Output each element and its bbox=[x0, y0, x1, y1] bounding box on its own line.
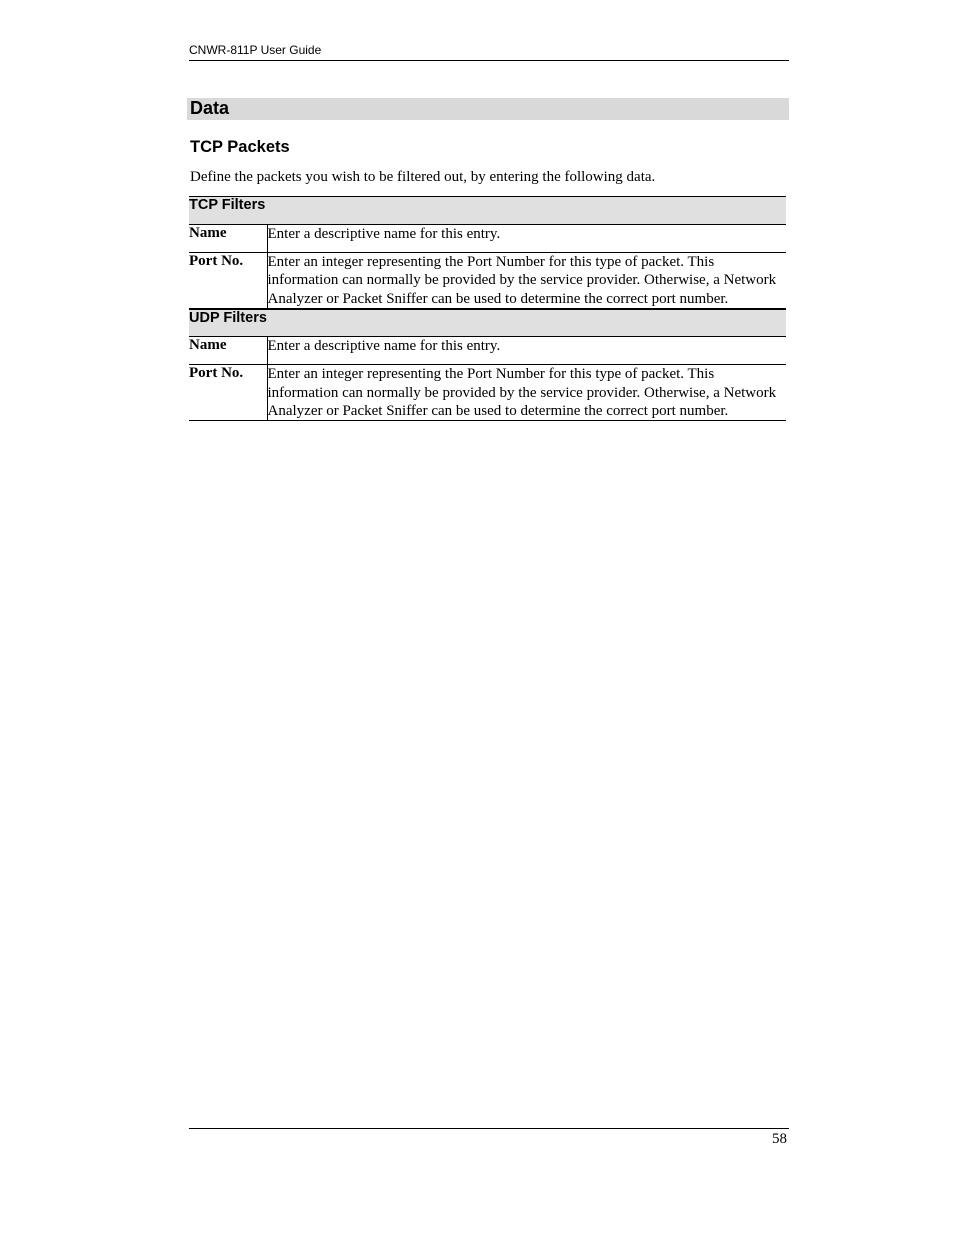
row-description: Enter a descriptive name for this entry. bbox=[267, 337, 786, 365]
table-row bbox=[189, 225, 786, 253]
filters-table bbox=[189, 196, 786, 421]
page-header bbox=[189, 42, 789, 61]
page-number: 58 bbox=[772, 1131, 787, 1147]
subsection-title: TCP Packets bbox=[190, 138, 290, 156]
group-heading-tcp: TCP Filters bbox=[189, 197, 786, 225]
table-group-header bbox=[189, 309, 786, 337]
section-heading-bar bbox=[187, 98, 789, 120]
row-description: Enter an integer representing the Port Number for this type of packet. This information can normally be provided by the service provider. Otherwise, a Network Analyzer or Packet Sniffer can be used to determine the correct port number. bbox=[267, 365, 786, 421]
row-term: Port No. bbox=[189, 365, 267, 421]
table-row bbox=[189, 337, 786, 365]
intro-paragraph: Define the packets you wish to be filtered out, by entering the following data. bbox=[190, 169, 656, 185]
table-row bbox=[189, 365, 786, 421]
row-description: Enter a descriptive name for this entry. bbox=[267, 225, 786, 253]
table-group-header bbox=[189, 197, 786, 225]
group-heading-udp: UDP Filters bbox=[189, 309, 786, 337]
row-description: Enter an integer representing the Port Number for this type of packet. This information can normally be provided by the service provider. Otherwise, a Network Analyzer or Packet Sniffer can be used to determine the correct port number. bbox=[267, 253, 786, 309]
section-title: Data bbox=[190, 98, 230, 118]
row-term: Name bbox=[189, 337, 267, 365]
row-term: Port No. bbox=[189, 253, 267, 309]
row-term: Name bbox=[189, 225, 267, 253]
table-row bbox=[189, 253, 786, 309]
page-footer bbox=[189, 1128, 789, 1147]
running-title: CNWR-811P User Guide bbox=[189, 43, 322, 57]
